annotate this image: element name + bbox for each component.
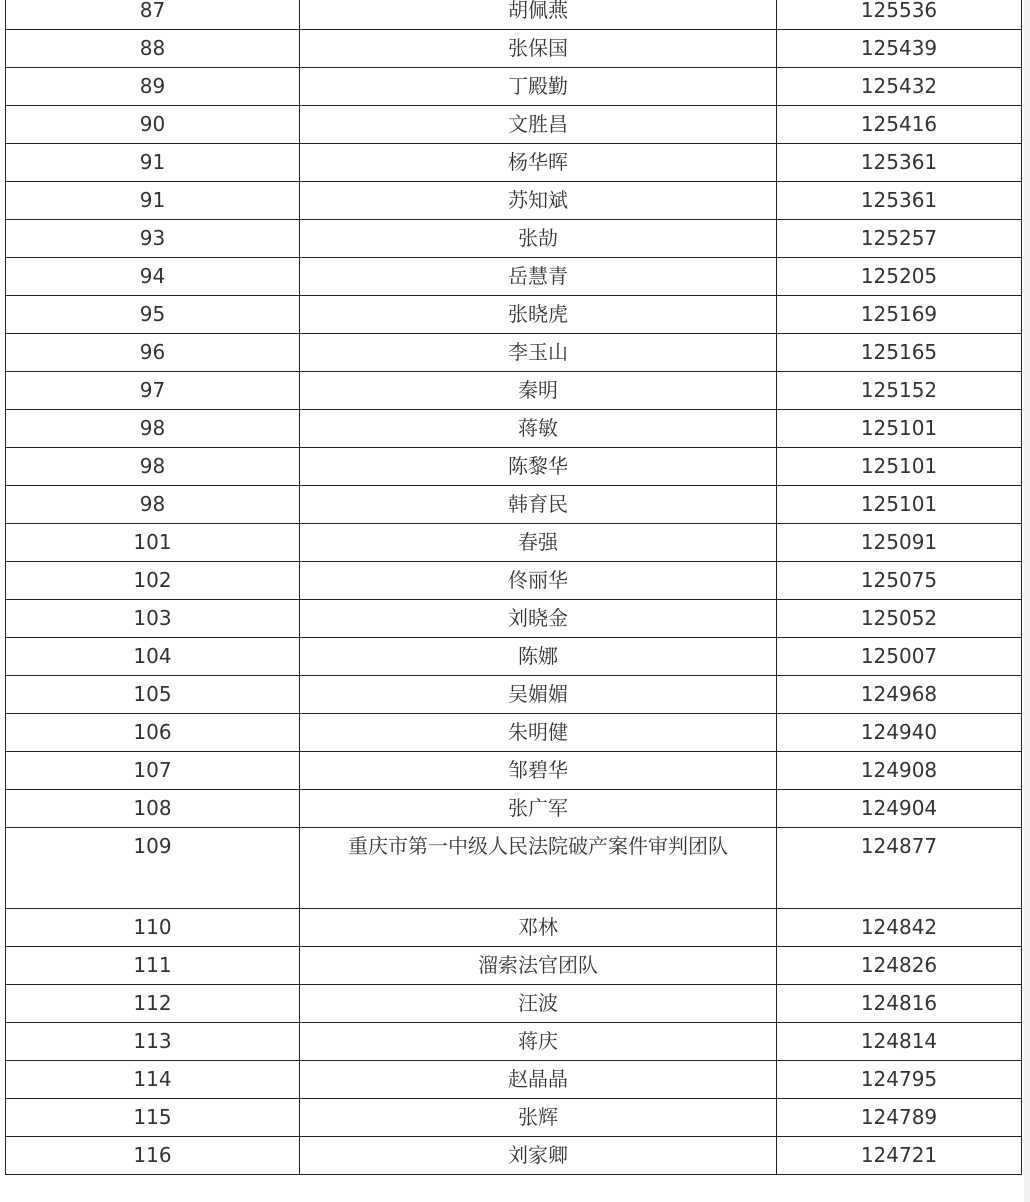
- score-cell: 124904: [777, 790, 1022, 828]
- table-row: [6, 752, 1022, 790]
- table-row: [6, 676, 1022, 714]
- page-scrollbar[interactable]: [1024, 0, 1030, 1202]
- rank-cell: 115: [6, 1099, 300, 1137]
- score-cell: 125416: [777, 106, 1022, 144]
- score-cell: 125101: [777, 486, 1022, 524]
- name-cell: 吴媚媚: [300, 676, 777, 714]
- score-cell: 125361: [777, 182, 1022, 220]
- rank-cell: 91: [6, 182, 300, 220]
- rank-cell: 88: [6, 30, 300, 68]
- rank-cell: 89: [6, 68, 300, 106]
- name-cell: 朱明健: [300, 714, 777, 752]
- table-row: [6, 1061, 1022, 1099]
- table-row: [6, 828, 1022, 909]
- table-row: [6, 1023, 1022, 1061]
- table-row: [6, 334, 1022, 372]
- table-row: [6, 258, 1022, 296]
- score-cell: 125361: [777, 144, 1022, 182]
- table-row: [6, 410, 1022, 448]
- rank-cell: 108: [6, 790, 300, 828]
- score-cell: 124795: [777, 1061, 1022, 1099]
- name-cell: 苏知斌: [300, 182, 777, 220]
- table-row: [6, 372, 1022, 410]
- name-cell: 文胜昌: [300, 106, 777, 144]
- table-row: [6, 220, 1022, 258]
- ranking-table-container: [5, 0, 1021, 1175]
- rank-cell: 104: [6, 638, 300, 676]
- name-cell: 胡佩燕: [300, 0, 777, 30]
- rank-cell: 113: [6, 1023, 300, 1061]
- table-row: [6, 448, 1022, 486]
- name-cell: 张晓虎: [300, 296, 777, 334]
- name-cell: 张劼: [300, 220, 777, 258]
- name-cell: 陈娜: [300, 638, 777, 676]
- table-row: [6, 144, 1022, 182]
- rank-cell: 96: [6, 334, 300, 372]
- score-cell: 125165: [777, 334, 1022, 372]
- rank-cell: 98: [6, 410, 300, 448]
- score-cell: 125205: [777, 258, 1022, 296]
- name-cell: 蒋敏: [300, 410, 777, 448]
- table-row: [6, 638, 1022, 676]
- score-cell: 124814: [777, 1023, 1022, 1061]
- name-cell: 刘晓金: [300, 600, 777, 638]
- score-cell: 125169: [777, 296, 1022, 334]
- score-cell: 125439: [777, 30, 1022, 68]
- name-cell: 刘家卿: [300, 1137, 777, 1175]
- rank-cell: 106: [6, 714, 300, 752]
- score-cell: 124816: [777, 985, 1022, 1023]
- score-cell: 125257: [777, 220, 1022, 258]
- score-cell: 124842: [777, 909, 1022, 947]
- table-row: [6, 1099, 1022, 1137]
- table-row: [6, 68, 1022, 106]
- score-cell: 124968: [777, 676, 1022, 714]
- rank-cell: 98: [6, 448, 300, 486]
- name-cell: 李玉山: [300, 334, 777, 372]
- rank-cell: 97: [6, 372, 300, 410]
- name-cell: 张广军: [300, 790, 777, 828]
- name-cell: 邹碧华: [300, 752, 777, 790]
- table-row: [6, 296, 1022, 334]
- score-cell: 125101: [777, 448, 1022, 486]
- rank-cell: 87: [6, 0, 300, 30]
- rank-cell: 111: [6, 947, 300, 985]
- rank-cell: 114: [6, 1061, 300, 1099]
- rank-cell: 116: [6, 1137, 300, 1175]
- name-cell: 秦明: [300, 372, 777, 410]
- rank-cell: 98: [6, 486, 300, 524]
- score-cell: 125101: [777, 410, 1022, 448]
- name-cell: 韩育民: [300, 486, 777, 524]
- rank-cell: 91: [6, 144, 300, 182]
- rank-cell: 105: [6, 676, 300, 714]
- score-cell: 124877: [777, 828, 1022, 909]
- table-row: [6, 486, 1022, 524]
- score-cell: 125091: [777, 524, 1022, 562]
- name-cell: 丁殿勤: [300, 68, 777, 106]
- name-cell: 汪波: [300, 985, 777, 1023]
- name-cell: 陈黎华: [300, 448, 777, 486]
- ranking-table-body: [6, 0, 1022, 1175]
- table-row: [6, 909, 1022, 947]
- table-row: [6, 600, 1022, 638]
- rank-cell: 112: [6, 985, 300, 1023]
- score-cell: 124721: [777, 1137, 1022, 1175]
- score-cell: 125432: [777, 68, 1022, 106]
- rank-cell: 90: [6, 106, 300, 144]
- score-cell: 125007: [777, 638, 1022, 676]
- table-row: [6, 790, 1022, 828]
- score-cell: 125536: [777, 0, 1022, 30]
- score-cell: 125152: [777, 372, 1022, 410]
- rank-cell: 95: [6, 296, 300, 334]
- rank-cell: 93: [6, 220, 300, 258]
- rank-cell: 102: [6, 562, 300, 600]
- name-cell: 春强: [300, 524, 777, 562]
- rank-cell: 109: [6, 828, 300, 909]
- rank-cell: 94: [6, 258, 300, 296]
- name-cell: 佟丽华: [300, 562, 777, 600]
- name-cell: 张辉: [300, 1099, 777, 1137]
- name-cell: 邓林: [300, 909, 777, 947]
- ranking-table: [5, 0, 1022, 1175]
- score-cell: 124940: [777, 714, 1022, 752]
- name-cell: 蒋庆: [300, 1023, 777, 1061]
- score-cell: 125052: [777, 600, 1022, 638]
- table-row: [6, 562, 1022, 600]
- table-row: [6, 524, 1022, 562]
- table-row: [6, 0, 1022, 30]
- table-row: [6, 106, 1022, 144]
- score-cell: 124789: [777, 1099, 1022, 1137]
- rank-cell: 107: [6, 752, 300, 790]
- score-cell: 124826: [777, 947, 1022, 985]
- score-cell: 124908: [777, 752, 1022, 790]
- table-row: [6, 182, 1022, 220]
- table-row: [6, 714, 1022, 752]
- table-row: [6, 947, 1022, 985]
- name-cell: 杨华晖: [300, 144, 777, 182]
- name-cell: 重庆市第一中级人民法院破产案件审判团队: [300, 828, 777, 909]
- table-row: [6, 30, 1022, 68]
- name-cell: 赵晶晶: [300, 1061, 777, 1099]
- table-row: [6, 985, 1022, 1023]
- name-cell: 溜索法官团队: [300, 947, 777, 985]
- rank-cell: 101: [6, 524, 300, 562]
- rank-cell: 103: [6, 600, 300, 638]
- rank-cell: 110: [6, 909, 300, 947]
- name-cell: 岳慧青: [300, 258, 777, 296]
- score-cell: 125075: [777, 562, 1022, 600]
- name-cell: 张保国: [300, 30, 777, 68]
- table-row: [6, 1137, 1022, 1175]
